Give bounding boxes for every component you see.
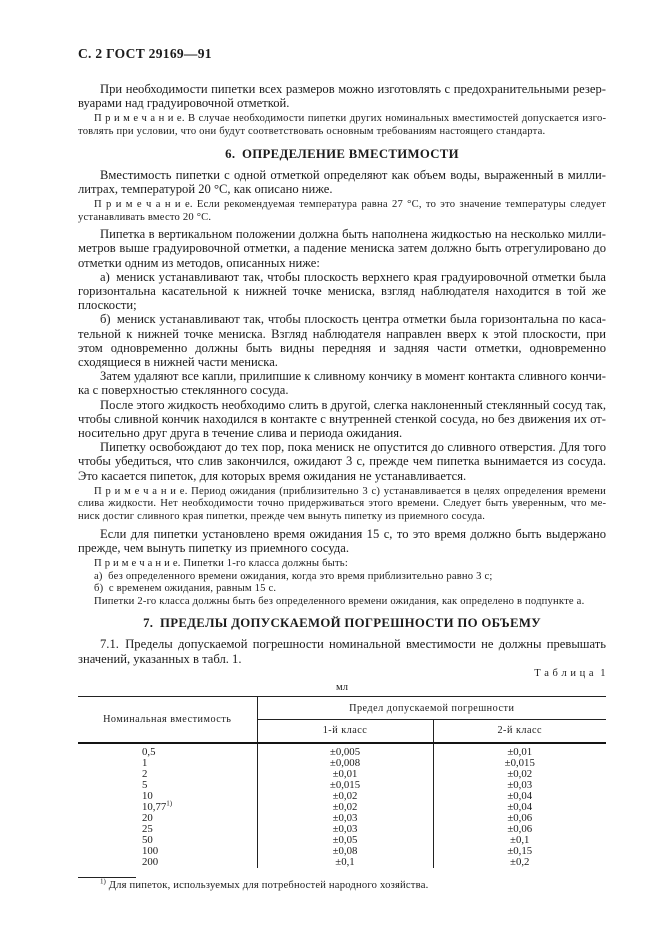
cell-class1: ±0,01 [257,769,433,780]
paragraph-item-a: а) мениск устанавливают так, чтобы плоскость верхнего края градуировочной отметки была горизонтальна касательной к нижней точке мениска, взгляд наблюдателя находится в той же плоскости; [78,269,606,313]
column-header-capacity: Номинальная вместимость [78,696,257,743]
column-header-tolerance: Предел допускаемой погрешности [257,696,606,720]
cell-capacity: 1 [78,758,257,769]
paragraph-release-pipette: Пипетку освобождают до тех пор, пока мениск не опустится до сливного отверстия. Для того чтобы убедиться, что слив закончился, ожидают 3 с, прежде чем пипетка вынимается из сосуда. Это касается пипеток, для которых время ожидания не устанавливается. [78,440,606,483]
cell-capacity: 5 [78,780,257,791]
paragraph-vertical-position: Пипетка в вертикальном положении должна быть наполнена жидкостью на несколько миллиметров выше градуировочной отметки, а падение мениска затем должно быть отрегулировано до отметки одним из методов, описанных ниже: [78,227,606,270]
cell-capacity: 10 [78,791,257,802]
cell-class1: ±0,05 [257,835,433,846]
page-header: С. 2 ГОСТ 29169—91 [78,46,212,61]
note-classes-intro-line: П р и м е ч а н и е. Пипетки 1-го класса должны быть: [94,558,348,570]
note-classes [78,558,606,608]
note-classes-class2-line: Пипетки 2-го класса должны быть без определенного времени ожидания, как определено в подпункте а. [94,595,585,607]
cell-capacity: 25 [78,824,257,835]
paragraph-15s-waiting: Если для пипетки установлено время ожидания 15 с, то это время должно быть выдержано прежде, чем вынуть пипетку из приемного сосуда. [78,526,606,555]
table-unit-label: мл [336,681,348,693]
cell-class1: ±0,015 [257,780,433,791]
cell-class2: ±0,01 [507,745,533,758]
footnote-rule [78,877,136,878]
table-row [78,857,606,868]
tolerance-table [78,696,606,868]
cell-capacity: 50 [78,835,257,846]
cell-class2: ±0,15 [507,844,533,857]
paragraph-intro: При необходимости пипетки всех размеров можно изготовлять с предохранительными резервуарами над градуировочной отметкой. [78,82,606,111]
capacity-footnote-marker: 1) [166,799,173,808]
column-header-class2: 2-й класс [497,725,543,737]
footnote-text: Для пипеток, используемых для потребностей народного хозяйства. [108,879,429,891]
cell-class1: ±0,02 [257,791,433,802]
paragraph-item-b: б) мениск устанавливают так, чтобы плоскость центра отметки была горизонтальна по касательной к нижней точке мениска. Взгляд наблюдателя направлен вверх к этой плоскости, при этом одновременно должны быть видны передняя и задняя части отметки, одновременно сходящиеся в нижней части мениска. [78,312,606,370]
paragraph-capacity-definition: Вместимость пипетки с одной отметкой определяют как объем воды, выраженный в миллилитрах, температурой 20 °С, как описано ниже. [78,167,606,196]
cell-class2: ±0,04 [507,800,533,813]
table-header-row-1 [78,696,606,720]
cell-capacity: 0,5 [78,743,257,758]
cell-class1: ±0,08 [257,846,433,857]
cell-class2: ±0,015 [504,756,535,769]
cell-capacity: 10,77$^{1)}$ [78,802,257,813]
paragraph-7-1: 7.1. Пределы допускаемой погрешности номинальной вместимости не должны превышать значений, указанных в табл. 1. [78,637,606,666]
footnote-marker: 1) [100,877,106,886]
cell-class2: ±0,2 [510,855,530,868]
table-header [78,696,606,743]
cell-class2: ±0,04 [507,789,533,802]
cell-class1: ±0,008 [257,758,433,769]
cell-capacity: 200 [78,857,257,868]
section-6-heading: 6. ОПРЕДЕЛЕНИЕ ВМЕСТИМОСТИ [225,146,459,161]
section-7-heading: 7. ПРЕДЕЛЫ ДОПУСКАЕМОЙ ПОГРЕШНОСТИ ПО ОБЪЕМУ [143,616,541,631]
note-classes-item-b: б) с временем ожидания, равным 15 с. [94,583,277,595]
table-row [78,743,606,758]
note-classes-item-a: а) без определенного времени ожидания, когда это время приблизительно равно 3 с; [94,570,493,582]
paragraph-remove-drops: Затем удаляют все капли, прилипшие к сливному кончику в момент контакта сливного кончика с поверхностью стеклянного сосуда. [78,369,606,398]
cell-class2: ±0,02 [507,767,533,780]
cell-class2: ±0,06 [507,811,533,824]
cell-class2: ±0,1 [510,833,530,846]
cell-class1: ±0,1 [257,857,433,868]
note-waiting-period: П р и м е ч а н и е. Период ожидания (приблизительно 3 с) устанавливается в целях определения времени слива жидкости. Нет необходимости точно придерживаться этого времени. Следует быть уверенным, что мениск достиг сливного края пипетки, прежде чем вынуть пипетку из приемного сосуда. [78,485,606,523]
cell-class2: ±0,06 [507,822,533,835]
cell-class1: ±0,03 [257,813,433,824]
note-temperature: П р и м е ч а н и е. Если рекомендуемая температура равна 27 °С, то это значение температуры следует устанавливать вместо 20 °С. [78,199,606,223]
cell-class2: ±0,03 [507,778,533,791]
cell-capacity: 2 [78,769,257,780]
paragraph-drain-liquid: После этого жидкость необходимо слить в другой, слегка наклоненный стеклянный сосуд так, чтобы сливной кончик находился в контакте с внутренней стенкой сосуда, но без движения их относительно друг друга в течение слива и периода ожидания. [78,397,606,441]
cell-class1: ±0,03 [257,824,433,835]
column-header-class1: 1-й класс [257,720,433,743]
cell-class1: ±0,02 [257,802,433,813]
table-footnote [78,877,606,893]
cell-class1: ±0,005 [257,743,433,758]
cell-capacity: 100 [78,846,257,857]
cell-capacity: 20 [78,813,257,824]
note-intro: П р и м е ч а н и е. В случае необходимости пипетки других номинальных вместимостей допускается изготовлять при условии, что они будут соответствовать основным требованиям настоящего стандарта. [78,113,606,137]
table-body [78,743,606,868]
table-label: Т а б л и ц а 1 [534,667,606,679]
